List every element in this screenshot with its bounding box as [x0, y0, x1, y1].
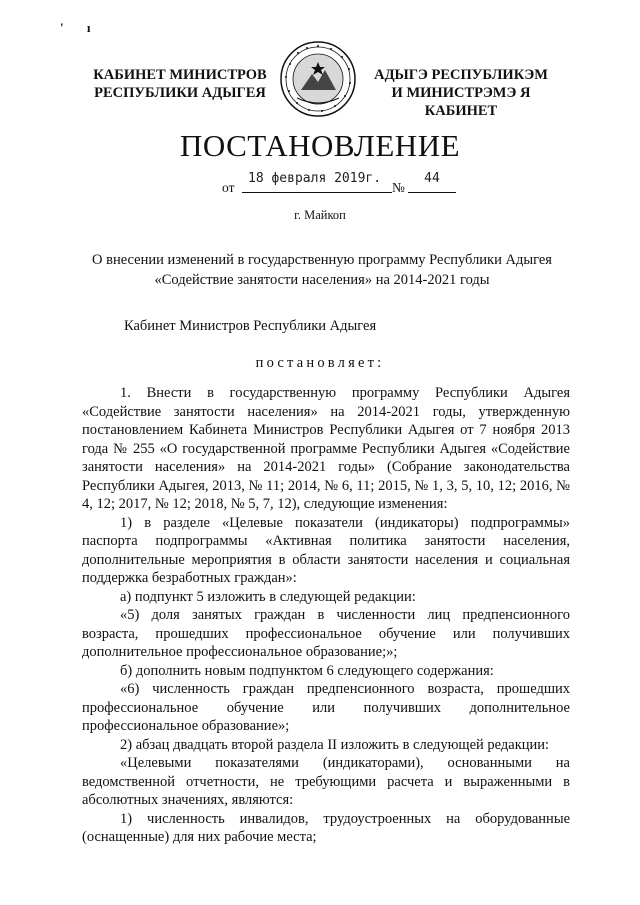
paragraph-2: 1) в разделе «Целевые показатели (индикаторы) подпрограммы» паспорта подпрограммы «Активная политика занятости населения, дополнительные мероприятия в области занятости населения и социальная поддержка безработных граждан»:: [82, 514, 570, 586]
paragraph-7: 2) абзац двадцать второй раздела II изложить в следующей редакции:: [120, 736, 550, 753]
paragraph-6: «6) численность граждан предпенсионного возраста, прошедших профессиональное обучение или получивших дополнительное профессиональное образование»;: [82, 681, 570, 734]
subject-line2: «Содействие занятости населения» на 2014-2021 годы: [154, 272, 490, 288]
header-right-line2: И МИНИСТРЭМЭ Я КАБИНЕТ: [391, 85, 531, 119]
paragraph-1: 1. Внести в государственную программу Республики Адыгея «Содействие занятости населения» на 2014-2021 годы, утвержденную постановлением Кабинета Министров Республики Адыгея от 7 ноября 2013 года № 255 «О государственной программе Республики Адыгея «Содействие занятости населения» на 2014-2021 годы» (Собрание законодательства Республики Адыгея, 2013, № 11; 2014, № 6, 11; 2015, № 1, 3, 5, 10, 12; 2016, № 4, 12; 2017, № 12; 2018, № 5, 7, 12), следующие изменения:: [82, 385, 570, 512]
paragraph-4: «5) доля занятых граждан в численности лиц предпенсионного возраста, прошедших профессиональное обучение или получивших дополнительное профессиональное образование;»;: [82, 607, 570, 660]
lead-sentence: Кабинет Министров Республики Адыгея: [124, 318, 377, 334]
header-right-line1: АДЫГЭ РЕСПУБЛИКЭМ: [374, 67, 548, 83]
header-left: [82, 66, 278, 102]
date-value: 18 февраля 2019г.: [248, 171, 382, 186]
document-body: [82, 384, 570, 847]
header-left-line1: КАБИНЕТ МИНИСТРОВ: [93, 67, 267, 83]
coat-of-arms-icon: [279, 40, 357, 118]
subject-line1: О внесении изменений в государственную программу Республики Адыгея: [92, 252, 552, 268]
date-number-line: [206, 170, 446, 200]
number-label: №: [392, 180, 405, 195]
paragraph-5: б) дополнить новым подпунктом 6 следующего содержания:: [120, 662, 494, 679]
paragraph-3: а) подпункт 5 изложить в следующей редакции:: [120, 588, 416, 605]
document-title: ПОСТАНОВЛЕНИЕ: [179, 128, 461, 163]
corner-marks: ' ı: [60, 20, 101, 35]
paragraph-9: 1) численность инвалидов, трудоустроенных на оборудованные (оснащенные) для них рабочие места;: [82, 810, 570, 845]
document-subject: [80, 250, 564, 290]
paragraph-8: «Целевыми показателями (индикаторами), основанными на ведомственной отчетности, не требующими расчета и выраженными в абсолютных значениях, являются:: [82, 755, 570, 808]
header-right: [356, 66, 566, 120]
city-label: г. Майкоп: [294, 208, 346, 222]
header-left-line2: РЕСПУБЛИКИ АДЫГЕЯ: [94, 85, 266, 101]
date-from-label: от: [222, 180, 235, 195]
number-field: 44: [408, 171, 456, 193]
date-field: [242, 171, 392, 193]
decree-word: постановляет:: [255, 355, 385, 371]
